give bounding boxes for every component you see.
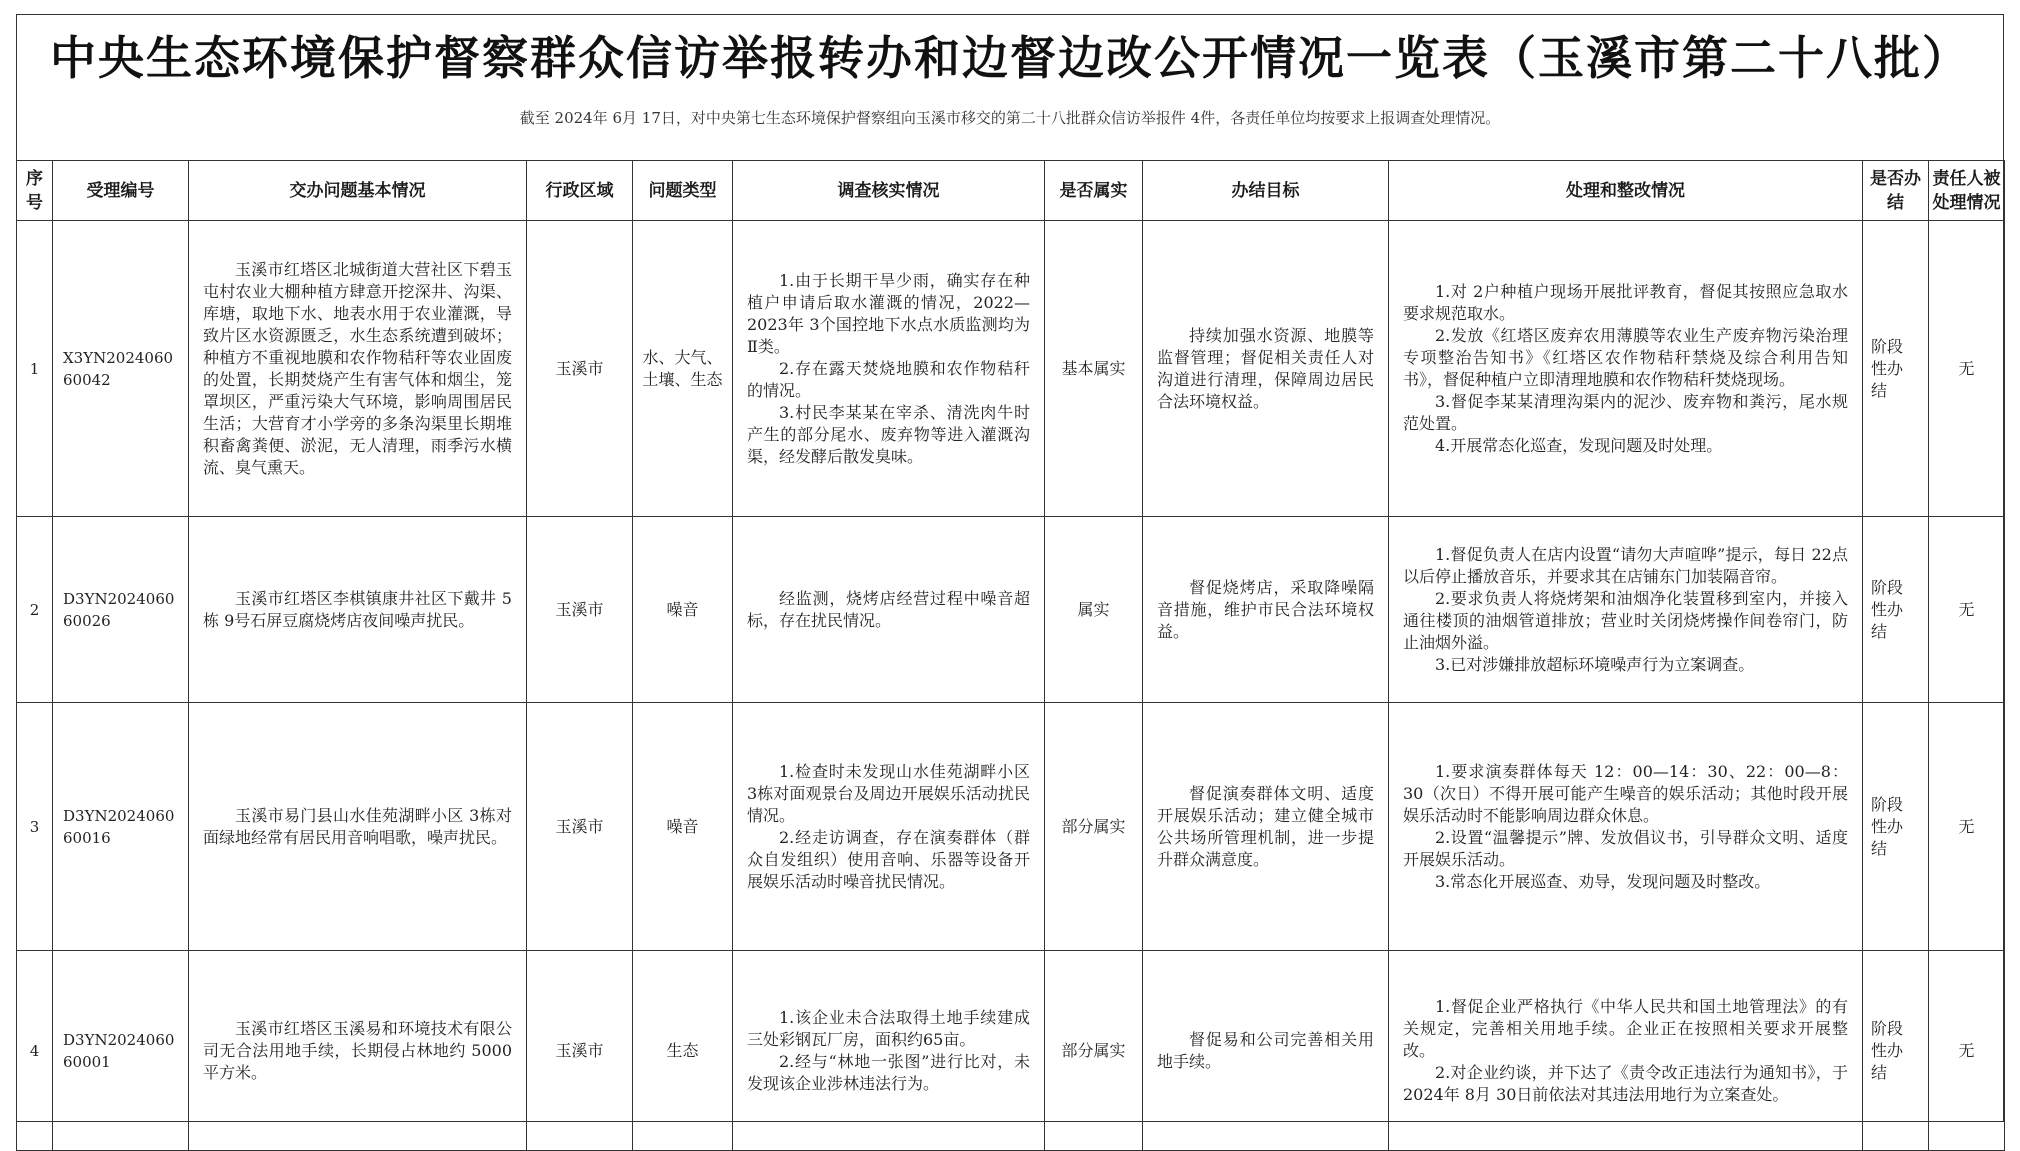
row-no: 3	[17, 703, 53, 951]
row-region: 玉溪市	[527, 951, 633, 1151]
row-handling	[1389, 221, 1863, 517]
header-done: 是否办结	[1863, 161, 1929, 221]
handling-item: 2.发放《红塔区废弃农用薄膜等农业生产废弃物污染治理专项整治告知书》《红塔区农作物秸秆禁烧及综合利用告知书》，督促种植户立即清理地膜和农作物秸秆焚烧现场。	[1403, 325, 1848, 389]
table-row	[17, 517, 2005, 703]
row-investigation	[733, 517, 1045, 703]
investigation-item: 1.由于长期干旱少雨，确实存在种植户申请后取水灌溉的情况，2022—2023年 3个国控地下水点水质监测均为Ⅱ类。	[747, 270, 1030, 356]
table-row	[17, 951, 2005, 1151]
row-problem: 玉溪市红塔区李棋镇康井社区下戴井 5栋 9号石屏豆腐烧烤店夜间噪声扰民。	[189, 517, 527, 703]
row-region: 玉溪市	[527, 221, 633, 517]
row-done: 阶段性办结	[1863, 517, 1929, 703]
row-handling	[1389, 703, 1863, 951]
handling-item: 2.对企业约谈，并下达了《责令改正违法行为通知书》，于 2024年 8月 30日前依法对其违法用地行为立案查处。	[1403, 1062, 1848, 1104]
row-code: D3YN202406060026	[53, 517, 189, 703]
table-header-row	[17, 161, 2005, 221]
investigation-item: 经监测，烧烤店经营过程中噪音超标，存在扰民情况。	[747, 588, 1030, 630]
header-handling: 处理和整改情况	[1389, 161, 1863, 221]
row-handling	[1389, 951, 1863, 1151]
investigation-item: 1.检查时未发现山水佳苑湖畔小区 3栋对面观景台及周边开展娱乐活动扰民情况。	[747, 761, 1030, 825]
row-truth: 部分属实	[1045, 703, 1143, 951]
table-row	[17, 703, 2005, 951]
row-type: 噪音	[633, 517, 733, 703]
row-truth: 属实	[1045, 517, 1143, 703]
investigation-item: 2.经走访调查，存在演奏群体（群众自发组织）使用音响、乐器等设备开展娱乐活动时噪音扰民情况。	[747, 827, 1030, 891]
row-problem: 玉溪市红塔区玉溪易和环境技术有限公司无合法用地手续，长期侵占林地约 5000平方米。	[189, 951, 527, 1151]
row-no: 4	[17, 951, 53, 1151]
row-no: 1	[17, 221, 53, 517]
row-done: 阶段性办结	[1863, 951, 1929, 1151]
row-penalty: 无	[1929, 703, 2005, 951]
header-problem: 交办问题基本情况	[189, 161, 527, 221]
table-row	[17, 221, 2005, 517]
row-investigation	[733, 221, 1045, 517]
handling-item: 1.督促企业严格执行《中华人民共和国土地管理法》的有关规定，完善相关用地手续。企业正在按照相关要求开展整改。	[1403, 996, 1848, 1060]
row-done: 阶段性办结	[1863, 703, 1929, 951]
row-no: 2	[17, 517, 53, 703]
row-code: D3YN202406060016	[53, 703, 189, 951]
row-done: 阶段性办结	[1863, 221, 1929, 517]
header-type: 问题类型	[633, 161, 733, 221]
handling-item: 2.要求负责人将烧烤架和油烟净化装置移到室内，并接入通往楼顶的油烟管道排放；营业时关闭烧烤操作间卷帘门，防止油烟外溢。	[1403, 588, 1848, 652]
investigation-item: 3.村民李某某在宰杀、清洗肉牛时产生的部分尾水、废弃物等进入灌溉沟渠，经发酵后散发臭味。	[747, 402, 1030, 466]
header-goal: 办结目标	[1143, 161, 1389, 221]
row-code: X3YN202406060042	[53, 221, 189, 517]
row-problem: 玉溪市易门县山水佳苑湖畔小区 3栋对面绿地经常有居民用音响唱歌，噪声扰民。	[189, 703, 527, 951]
row-goal: 督促演奏群体文明、适度开展娱乐活动；建立健全城市公共场所管理机制，进一步提升群众满意度。	[1143, 703, 1389, 951]
row-investigation	[733, 703, 1045, 951]
header-penalty: 责任人被处理情况	[1929, 161, 2005, 221]
handling-item: 1.要求演奏群体每天 12：00—14：30、22：00—8：30（次日）不得开展可能产生噪音的娱乐活动；其他时段开展娱乐活动时不能影响周边群众休息。	[1403, 761, 1848, 825]
row-penalty: 无	[1929, 517, 2005, 703]
handling-item: 2.设置“温馨提示”牌、发放倡议书，引导群众文明、适度开展娱乐活动。	[1403, 827, 1848, 869]
row-region: 玉溪市	[527, 517, 633, 703]
handling-item: 1.督促负责人在店内设置“请勿大声喧哗”提示，每日 22点以后停止播放音乐，并要求其在店铺东门加装隔音帘。	[1403, 544, 1848, 586]
row-code: D3YN202406060001	[53, 951, 189, 1151]
header-region: 行政区域	[527, 161, 633, 221]
row-truth: 部分属实	[1045, 951, 1143, 1151]
row-penalty: 无	[1929, 221, 2005, 517]
row-penalty: 无	[1929, 951, 2005, 1151]
handling-item: 4.开展常态化巡查，发现问题及时处理。	[1435, 435, 1723, 455]
handling-item: 3.督促李某某清理沟渠内的泥沙、废弃物和粪污，尾水规范处置。	[1403, 391, 1848, 433]
handling-item: 1.对 2户种植户现场开展批评教育，督促其按照应急取水要求规范取水。	[1403, 281, 1848, 323]
row-handling	[1389, 517, 1863, 703]
row-problem: 玉溪市红塔区北城街道大营社区下碧玉屯村农业大棚种植方肆意开挖深井、沟渠、库塘，取地下水、地表水用于农业灌溉，导致片区水资源匮乏，水生态系统遭到破坏；种植方不重视地膜和农作物秸秆等农业固废的处置，长期焚烧产生有害气体和烟尘，笼罩坝区，严重污染大气环境，影响周围居民生活；大营育才小学旁的多条沟渠里长期堆积畜禽粪便、淤泥，无人清理，雨季污水横流、臭气熏天。	[189, 221, 527, 517]
row-region: 玉溪市	[527, 703, 633, 951]
row-goal: 督促易和公司完善相关用地手续。	[1143, 951, 1389, 1151]
investigation-item: 2.经与“林地一张图”进行比对，未发现该企业涉林违法行为。	[747, 1051, 1030, 1093]
row-type: 噪音	[633, 703, 733, 951]
investigation-item: 2.存在露天焚烧地膜和农作物秸秆的情况。	[747, 358, 1030, 400]
header-investigation: 调查核实情况	[733, 161, 1045, 221]
handling-item: 3.已对涉嫌排放超标环境噪声行为立案调查。	[1435, 654, 1755, 674]
row-goal: 持续加强水资源、地膜等监督管理；督促相关责任人对沟道进行清理，保障周边居民合法环境权益。	[1143, 221, 1389, 517]
row-truth: 基本属实	[1045, 221, 1143, 517]
report-table	[16, 160, 2005, 1151]
header-truth: 是否属实	[1045, 161, 1143, 221]
row-type: 生态	[633, 951, 733, 1151]
row-investigation	[733, 951, 1045, 1151]
row-type: 水、大气、土壤、生态	[633, 221, 733, 517]
document-subtitle: 截至 2024年 6月 17日，对中央第七生态环境保护督察组向玉溪市移交的第二十八批群众信访举报件 4件，各责任单位均按要求上报调查处理情况。	[519, 109, 1501, 127]
document-title: 中央生态环境保护督察群众信访举报转办和边督边改公开情况一览表（玉溪市第二十八批）	[50, 31, 1970, 85]
handling-item: 3.常态化开展巡查、劝导，发现问题及时整改。	[1435, 871, 1771, 891]
row-goal: 督促烧烤店，采取降噪隔音措施，维护市民合法环境权益。	[1143, 517, 1389, 703]
header-no: 序号	[17, 161, 53, 221]
investigation-item: 1.该企业未合法取得土地手续建成三处彩钢瓦厂房，面积约65亩。	[747, 1007, 1030, 1049]
header-code: 受理编号	[53, 161, 189, 221]
